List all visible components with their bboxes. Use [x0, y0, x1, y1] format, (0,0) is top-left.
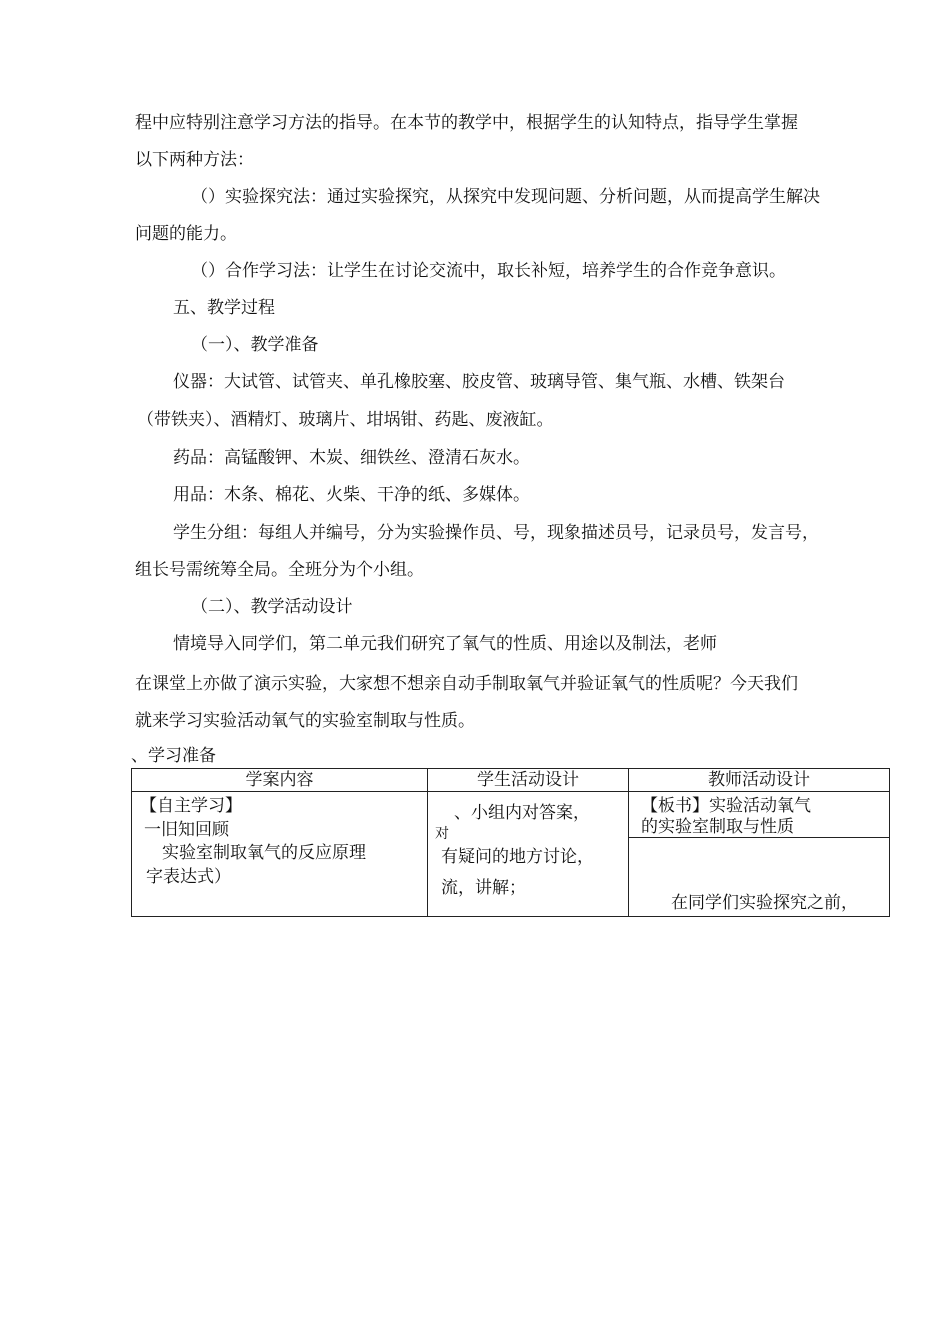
lesson-plan-table	[131, 768, 890, 917]
paragraph-line: 情境导入同学们，第二单元我们研究了氧气的性质、用途以及制法，老师	[173, 634, 717, 654]
paragraph-line: 问题的能力。	[135, 224, 237, 244]
table-header-cell: 学生活动设计	[428, 769, 629, 792]
paragraph-line: 在课堂上亦做了演示实验，大家想不想亲自动手制取氧气并验证氧气的性质呢？今天我们	[135, 674, 798, 694]
cell-line: 流，讲解；	[441, 878, 526, 898]
section-heading: 五、教学过程	[173, 298, 275, 318]
subsection-heading: （二）、教学活动设计	[191, 597, 353, 617]
subsection-heading: （一）、教学准备	[191, 335, 319, 355]
paragraph-line: 以下两种方法：	[135, 150, 254, 170]
cell-line: 的实验室制取与性质	[641, 817, 794, 837]
table-cell	[629, 792, 890, 917]
table-header-row	[132, 769, 890, 792]
table-row	[132, 792, 890, 917]
table-caption: 、学习准备	[131, 746, 216, 766]
table-cell	[132, 792, 428, 917]
paragraph-line: （带铁夹）、酒精灯、玻璃片、坩埚钳、药匙、废液缸。	[137, 410, 554, 430]
table-cell	[428, 792, 629, 917]
cell-divider	[629, 837, 889, 838]
table-header-cell: 学案内容	[132, 769, 428, 792]
paragraph-line: 组长号需统筹全局。全班分为个小组。	[135, 560, 424, 580]
cell-line: 对	[435, 826, 449, 842]
paragraph-line: 仪器：大试管、试管夹、单孔橡胶塞、胶皮管、玻璃导管、集气瓶、水槽、铁架台	[173, 372, 785, 392]
paragraph-line: （）实验探究法：通过实验探究，从探究中发现问题、分析问题，从而提高学生解决	[191, 187, 820, 207]
cell-line: 在同学们实验探究之前，	[671, 893, 858, 913]
cell-line: 字表达式）	[146, 867, 231, 887]
cell-line: 有疑问的地方讨论，	[441, 847, 594, 867]
paragraph-line: （）合作学习法：让学生在讨论交流中，取长补短，培养学生的合作竞争意识。	[191, 261, 786, 281]
table-header-cell: 教师活动设计	[629, 769, 890, 792]
cell-line: 一旧知回顾	[144, 820, 229, 840]
cell-line: 实验室制取氧气的反应原理	[162, 843, 366, 863]
cell-line: 、小组内对答案，	[454, 803, 590, 823]
paragraph-line: 学生分组：每组人并编号，分为实验操作员、号，现象描述员号，记录员号，发言号，	[173, 523, 819, 543]
paragraph-line: 就来学习实验活动氧气的实验室制取与性质。	[135, 711, 475, 731]
paragraph-line: 程中应特别注意学习方法的指导。在本节的教学中，根据学生的认知特点，指导学生掌握	[135, 113, 798, 133]
cell-line: 【自主学习】	[140, 796, 242, 816]
cell-line: 【板书】实验活动氧气	[641, 796, 811, 816]
paragraph-line: 药品：高锰酸钾、木炭、细铁丝、澄清石灰水。	[173, 448, 530, 468]
paragraph-line: 用品：木条、棉花、火柴、干净的纸、多媒体。	[173, 485, 530, 505]
